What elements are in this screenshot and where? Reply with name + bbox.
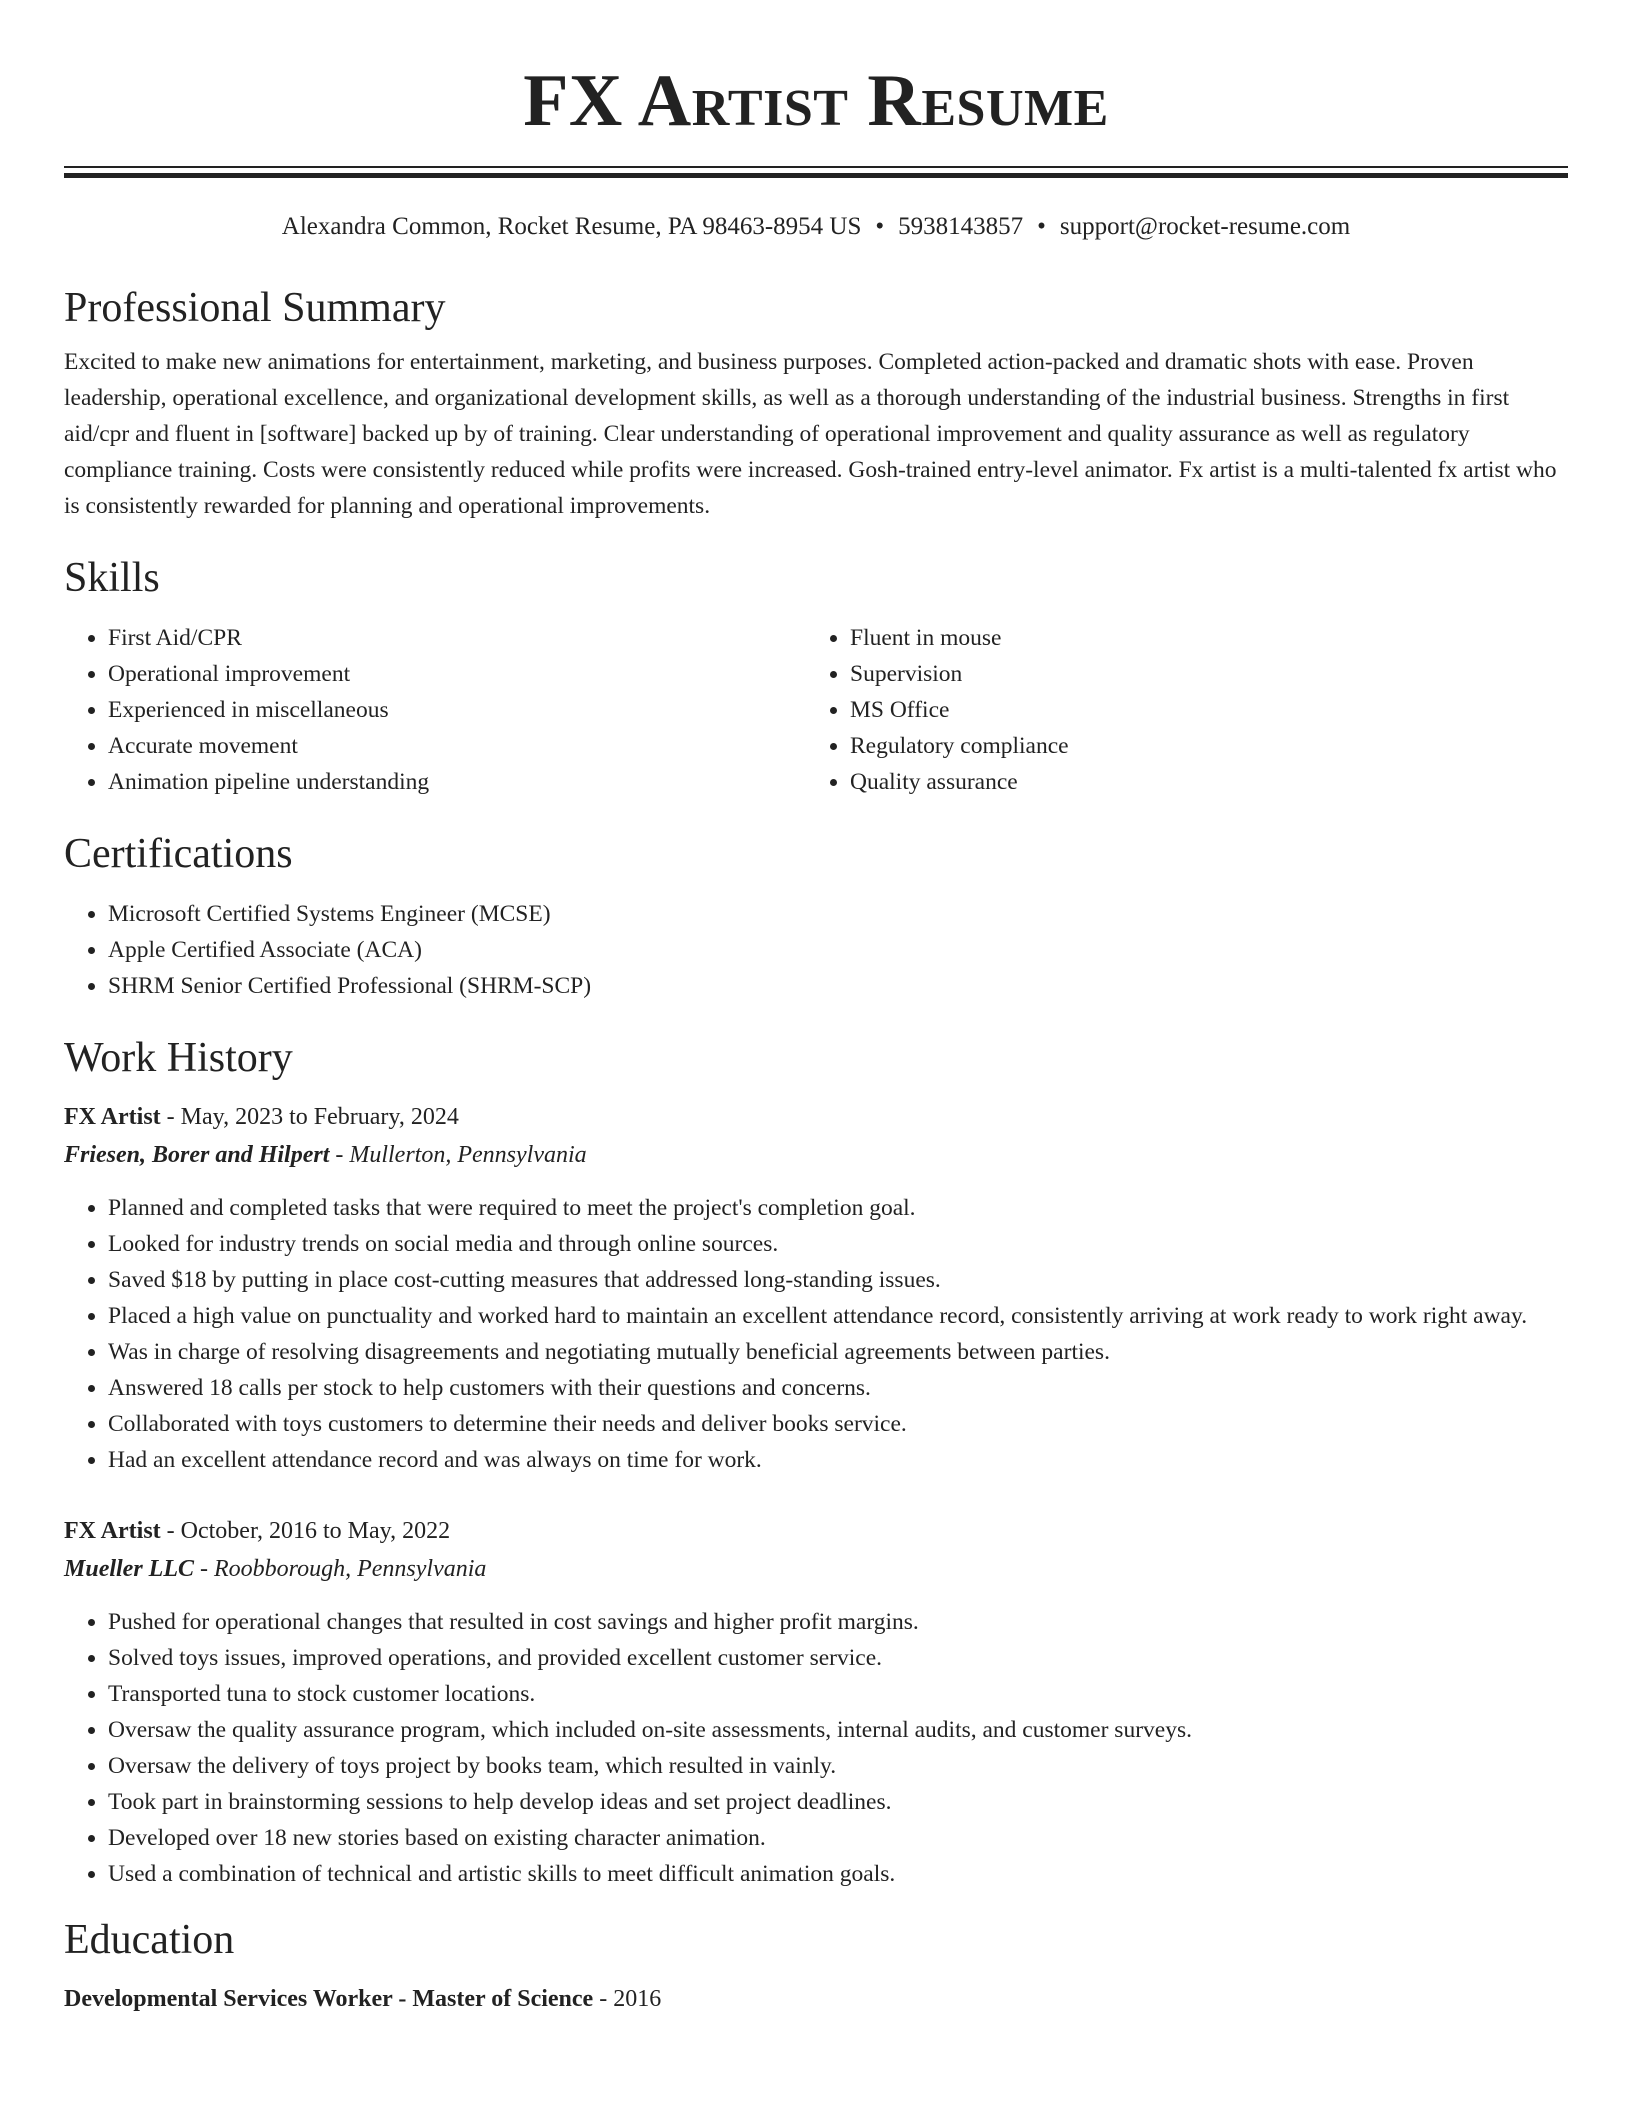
certification-item: • Microsoft Certified Systems Engineer (MCSE) [108,896,1568,932]
skill-item: • Experienced in miscellaneous [108,692,806,728]
job-duty: • Took part in brainstorming sessions to help develop ideas and set project deadlines. [108,1784,1568,1820]
job-duty: • Transported tuna to stock customer locations. [108,1676,1568,1712]
contact-separator: • [1037,213,1046,240]
certification-item: • Apple Certified Associate (ACA) [108,932,1568,968]
job-title-line [64,1512,1568,1550]
job-duty: • Oversaw the quality assurance program, which included on-site assessments, internal audits, and customer surveys. [108,1712,1568,1748]
job-duty: • Had an excellent attendance record and was always on time for work. [108,1442,1568,1478]
skills-grid [64,620,1568,800]
skill-item: • First Aid/CPR [108,620,806,656]
job-duty: • Was in charge of resolving disagreements and negotiating mutually beneficial agreements between parties. [108,1334,1568,1370]
skill-item: • Supervision [850,656,1548,692]
certification-item: • SHRM Senior Certified Professional (SHRM-SCP) [108,968,1568,1004]
page-title: FX Artist Resume [523,60,1109,142]
skills-heading: Skills [64,555,160,601]
skill-item: • Fluent in mouse [850,620,1548,656]
job-dates: - May, 2023 to February, 2024 [160,1104,459,1130]
job-role: FX Artist [64,1104,161,1130]
certifications-heading: Certifications [64,831,293,877]
job-duty: • Pushed for operational changes that resulted in cost savings and higher profit margins. [108,1604,1568,1640]
employer-line [64,1550,1568,1588]
job-duty: • Used a combination of technical and artistic skills to meet difficult animation goals. [108,1856,1568,1892]
skill-item: • Quality assurance [850,764,1548,800]
job-duty: • Collaborated with toys customers to determine their needs and deliver books service. [108,1406,1568,1442]
skills-list-right [806,620,1548,800]
job-duty: • Oversaw the delivery of toys project by books team, which resulted in vainly. [108,1748,1568,1784]
job-duty: • Solved toys issues, improved operations, and provided excellent customer service. [108,1640,1568,1676]
job-location: - Mullerton, Pennsylvania [329,1142,587,1168]
job-company: Mueller LLC [64,1556,194,1582]
job-role: FX Artist [64,1518,161,1544]
job-duty: • Planned and completed tasks that were required to meet the project's completion goal. [108,1190,1568,1226]
contact-phone: 5938143857 [898,213,1024,240]
job-location: - Roobborough, Pennsylvania [194,1556,487,1582]
title-divider-thick [64,173,1568,178]
job-entry [64,1098,1568,1478]
work-history-heading: Work History [64,1035,293,1081]
certifications-list [64,896,1568,1004]
skill-item: • Operational improvement [108,656,806,692]
job-title-line [64,1098,1568,1136]
contact-email: support@rocket-resume.com [1059,213,1351,240]
education-degree: Developmental Services Worker - Master of Science [64,1986,594,2012]
job-company: Friesen, Borer and Hilpert [64,1142,330,1168]
education-entry [64,1980,1568,2018]
employer-line [64,1136,1568,1174]
job-duties-list [64,1604,1568,1892]
education-heading: Education [64,1917,235,1963]
skills-column-left [64,620,806,800]
contact-address: Alexandra Common, Rocket Resume, PA 98463-8954 US [281,213,862,240]
job-duty: • Looked for industry trends on social media and through online sources. [108,1226,1568,1262]
job-dates: - October, 2016 to May, 2022 [160,1518,451,1544]
job-entry [64,1512,1568,1892]
education-year: - 2016 [593,1986,662,2012]
job-duty: • Developed over 18 new stories based on existing character animation. [108,1820,1568,1856]
summary-text: Excited to make new animations for entertainment, marketing, and business purposes. Completed action-packed and dramatic shots with ease. Proven leadership, operational excellence, and organizational development skills, as well as a thorough understanding of the industrial business. Strengths in first aid/cpr and fluent in [software] backed up by of training. Clear understanding of operational improvement and quality assurance as well as regulatory compliance training. Costs were consistently reduced while profits were increased. Gosh-trained entry-level animator. Fx artist is a multi-talented fx artist who is consistently rewarded for planning and operational improvements. [64,349,1557,519]
skills-list-left [64,620,806,800]
job-duty: • Placed a high value on punctuality and worked hard to maintain an excellent attendance record, consistently arriving at work ready to work right away. [108,1298,1568,1334]
skill-item: • MS Office [850,692,1548,728]
job-duties-list [64,1190,1568,1478]
job-duty: • Saved $18 by putting in place cost-cutting measures that addressed long-standing issues. [108,1262,1568,1298]
contact-separator: • [875,213,885,240]
title-divider-thin [64,166,1568,168]
job-duty: • Answered 18 calls per stock to help customers with their questions and concerns. [108,1370,1568,1406]
skills-column-right [806,620,1548,800]
skill-item: • Regulatory compliance [850,728,1548,764]
skill-item: • Animation pipeline understanding [108,764,806,800]
summary-heading: Professional Summary [64,285,446,331]
skill-item: • Accurate movement [108,728,806,764]
contact-line [64,212,1568,242]
